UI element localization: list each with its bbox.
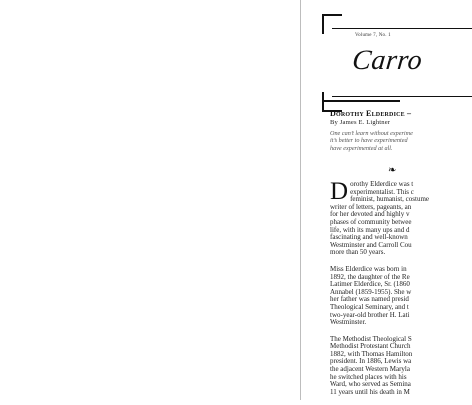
quote-line: One can’t learn without experime	[330, 130, 413, 137]
header-frame-top-line	[332, 28, 472, 29]
body-line: Westminster and Carroll Cou	[330, 240, 412, 249]
volume-label: Volume 7, No. 1	[355, 33, 391, 38]
body-line: fascinating and well-known	[330, 233, 408, 242]
quote-line: it’s better to have experimented	[330, 137, 408, 145]
body-line: phases of community betwee	[330, 217, 412, 226]
body-line: two-year-old brother H. Lati	[330, 310, 410, 319]
article-body	[330, 178, 430, 405]
header-corner-top-left	[322, 14, 342, 34]
body-line: 11 years until his death in M	[330, 387, 410, 396]
page-edge	[300, 0, 301, 400]
body-line: Westminster.	[330, 318, 367, 327]
header-frame-bottom-line	[332, 96, 472, 97]
body-line: Methodist Protestant Church	[330, 342, 411, 351]
body-line: 1892, the daughter of the Re	[330, 272, 410, 281]
body-line: Miss Elderdice was born in	[330, 264, 407, 273]
epigraph-quote	[330, 130, 413, 152]
body-line: the adjacent Western Maryla	[330, 365, 410, 374]
body-line: her father was named presid	[330, 295, 409, 304]
body-line: more than 50 years.	[330, 248, 386, 257]
section-rule	[322, 100, 400, 102]
article-title: Dorothy Elderdice –	[330, 109, 412, 118]
body-line: Theological Seminary, and t	[330, 302, 409, 311]
body-line: for her devoted and highly v	[330, 210, 410, 219]
paragraph	[330, 336, 430, 397]
body-line: feminist, humanist, costume	[350, 195, 429, 204]
body-line: Annabel (1859-1955). She w	[330, 287, 412, 296]
body-line: president. In 1886, Lewis wa	[330, 357, 412, 366]
body-line: he switched places with his	[330, 372, 407, 381]
ornament-fleuron: ❧	[388, 165, 397, 176]
body-line: writer of letters, pageants, an	[330, 202, 412, 211]
body-line: life, with its many ups and d	[330, 225, 410, 234]
article-byline: By James E. Lightner	[330, 119, 391, 126]
paragraph	[330, 178, 430, 257]
body-line: The Methodist Theological S	[330, 334, 412, 343]
drop-cap: D	[330, 178, 349, 205]
body-line: Latimer Elderdice, Sr. (1860	[330, 280, 410, 289]
masthead-title: Carro	[350, 45, 424, 76]
body-line: experimentalist. This c	[350, 187, 414, 196]
body-line: Ward, who served as Semina	[330, 380, 411, 389]
quote-line: have experimented at all.	[330, 144, 393, 152]
body-line: orothy Elderdice was t	[350, 180, 414, 188]
paragraph	[330, 266, 430, 327]
body-line: 1882, with Thomas Hamilton	[330, 349, 413, 358]
